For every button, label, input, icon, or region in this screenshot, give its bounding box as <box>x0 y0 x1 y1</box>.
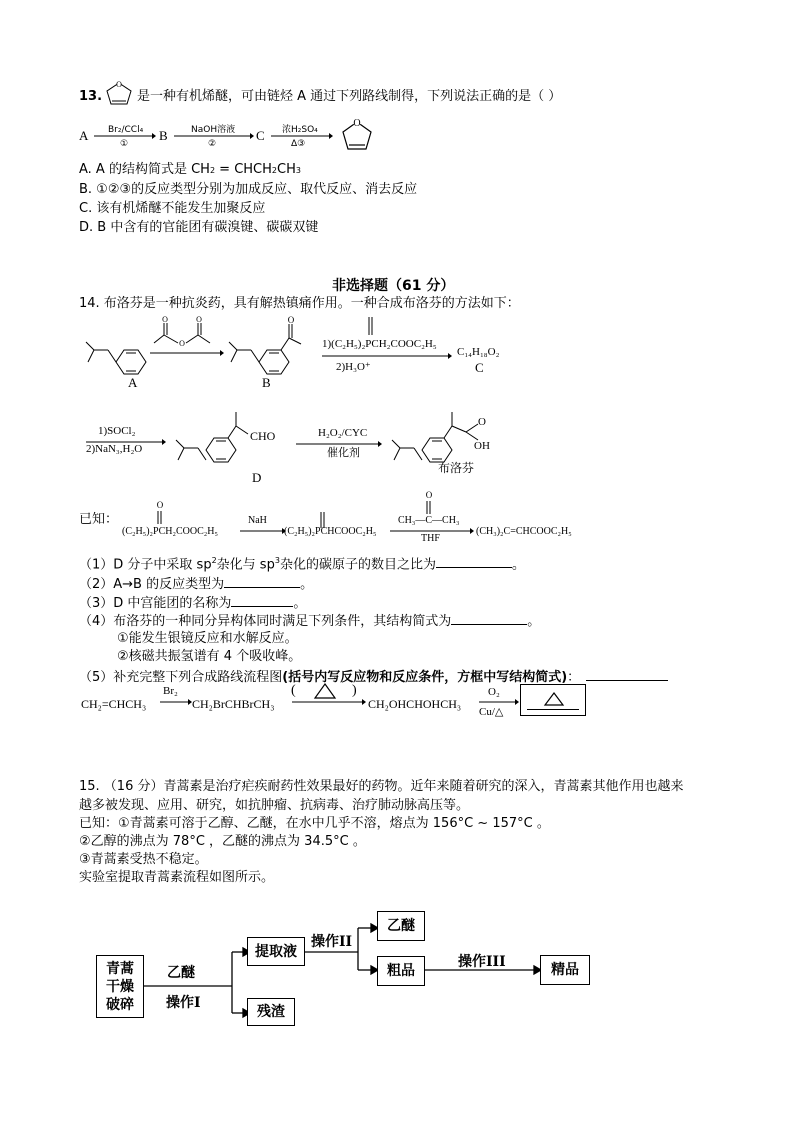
label-A: A <box>128 375 138 390</box>
ibu-oh: OH <box>474 440 490 452</box>
label-ibuprofen: 布洛芬 <box>438 461 475 475</box>
route-diol: CH₂OHCHOHCH₃ <box>368 697 462 711</box>
q15-line1: 15. （16 分）青蒿素是治疗疟疾耐药性效果最好的药物。近年来随着研究的深入，青蒿素其他作用也越来 <box>79 779 684 794</box>
q13-r1-top: Br₂/CCl₄ <box>108 125 144 135</box>
flow-box-ether: 乙醚 <box>377 911 425 941</box>
q13-number: 13. <box>79 89 103 104</box>
route-cu: Cu/△ <box>479 706 504 718</box>
reagent-B-C-bot: 2)H₃O⁺ <box>336 361 371 373</box>
svg-text:O: O <box>162 315 168 324</box>
flow-box-crude: 粗品 <box>377 956 425 986</box>
flow-label-op3: 操作III <box>458 954 506 970</box>
svg-text:O: O <box>116 80 122 89</box>
q14-part1: （1）D 分子中采取 $sp^2$杂化与 $sp^3$杂化的碳原子的数目之比为 。 <box>79 556 525 573</box>
q13-r2-bot: ② <box>208 139 217 149</box>
flow-box-residue: 残渣 <box>247 998 295 1026</box>
route-dibromide: CH₂BrCHBrCH₃ <box>192 697 275 711</box>
route-br2: Br₂ <box>163 685 178 697</box>
q13-option-c: C. 该有机烯醚不能发生加聚反应 <box>79 201 266 216</box>
q15-line6: 实验室提取青蒿素流程如图所示。 <box>79 870 275 885</box>
known-nah: NaH <box>248 515 267 526</box>
q14-part4-cond2: ②核磁共振氢谱有 4 个吸收峰。 <box>117 649 302 664</box>
reagent-B-C-top: 1)(C₂H₅)₂PCH₂COOC₂H₅ <box>322 338 437 350</box>
reagent-C-D-bot: 2)NaN₃,H₂O <box>86 443 143 455</box>
reagent-C-D-top: 1)SOCl₂ <box>98 425 136 437</box>
label-C: C <box>475 360 484 375</box>
q13-r3-bot: Δ③ <box>291 139 306 149</box>
q13-option-b: B. ①②③的反应类型分别为加成反应、取代反应、消去反应 <box>79 182 418 197</box>
flow-label-op1: 操作I <box>166 995 201 1011</box>
q14-part5: （5）补充完整下列合成路线流程图(括号内写反应物和反应条件，方框中写结构简式)： <box>79 668 668 686</box>
q13-r3-top: 浓H₂SO₄ <box>282 125 318 135</box>
route-propene: CH₂=CHCH₃ <box>81 697 147 711</box>
route-paren-right: ) <box>352 683 357 698</box>
flow-box-extract: 提取液 <box>247 937 305 966</box>
svg-text:O: O <box>425 490 433 500</box>
q13-route-B: B <box>159 128 168 143</box>
q13-r1-bot: ① <box>120 139 129 149</box>
known-thf: THF <box>421 533 440 544</box>
q14-stem: 14. 布洛芬是一种抗炎药，具有解热镇痛作用。一种合成布洛芬的方法如下： <box>79 296 520 311</box>
q15-line2: 越多被发现、应用、研究，如抗肿瘤、抗病毒、治疗肺动脉高压等。 <box>79 798 470 813</box>
known-label: 已知： <box>79 512 119 527</box>
label-D: D <box>252 470 262 485</box>
flow-label-op2: 操作II <box>311 934 353 950</box>
route-o2: O₂ <box>488 686 500 698</box>
section-title: 非选择题（61 分） <box>332 278 455 294</box>
q13-option-d: D. B 中含有的官能团有碳溴键、碳碳双键 <box>79 220 319 235</box>
q15-line3: 已知：①青蒿素可溶于乙醇、乙醚，在水中几乎不溶，熔点为 156°C ~ 157°C 。 <box>79 816 550 831</box>
q14-part4-cond1: ①能发生银镜反应和水解反应。 <box>117 631 298 646</box>
q14-part2: （2）A→B 的反应类型为 。 <box>79 577 314 592</box>
svg-text:O: O <box>353 118 361 129</box>
q13-route-C: C <box>256 128 265 143</box>
svg-text:O: O <box>156 500 164 510</box>
route-paren-left: ( <box>291 683 296 698</box>
svg-text:O: O <box>287 315 295 325</box>
q13-r2-top: NaOH溶液 <box>191 125 236 135</box>
flow-box-pure: 精品 <box>540 955 590 985</box>
formula-C: C₁₄H₁₈O₂ <box>457 346 500 358</box>
d-cho: CHO <box>250 429 276 443</box>
flow-label-ether: 乙醚 <box>167 965 195 981</box>
svg-text:O: O <box>196 315 202 324</box>
known-product: (CH₃)₂C=CHCOOC₂H₅ <box>476 526 572 537</box>
q14-part4: （4）布洛芬的一种同分异构体同时满足下列条件，其结构简式为 。 <box>79 614 541 629</box>
flow-box-raw: 青蒿 干燥 破碎 <box>96 955 144 1018</box>
label-B: B <box>262 375 271 390</box>
known-intermediate: (C₂H₅)₂PCHCOOC₂H₅ <box>284 526 377 537</box>
q14-part3: （3）D 中宫能团的名称为 。 <box>79 596 307 611</box>
ibu-o: O <box>478 416 486 428</box>
reagent-D-ibu-bot: 催化剂 <box>327 446 360 459</box>
q15-line4: ②乙醇的沸点为 78°C ，乙醚的沸点为 34.5°C 。 <box>79 834 366 849</box>
q13-route-A: A <box>79 128 89 143</box>
svg-text:O: O <box>179 339 185 348</box>
known-reactant: (C₂H₅)₂PCH₂COOC₂H₅ <box>122 526 218 537</box>
q13-stem: 是一种有机烯醚，可由链烃 A 通过下列路线制得，下列说法正确的是（ ） <box>137 89 562 104</box>
q15-line5: ③青蒿素受热不稳定。 <box>79 852 208 867</box>
reagent-D-ibu-top: H₂O₂/CYC <box>318 427 368 439</box>
q13-option-a: A. A 的结构简式是 CH2 = CHCH2CH3 <box>79 162 301 177</box>
known-acetone: CH₃—C—CH₃ <box>398 515 460 526</box>
